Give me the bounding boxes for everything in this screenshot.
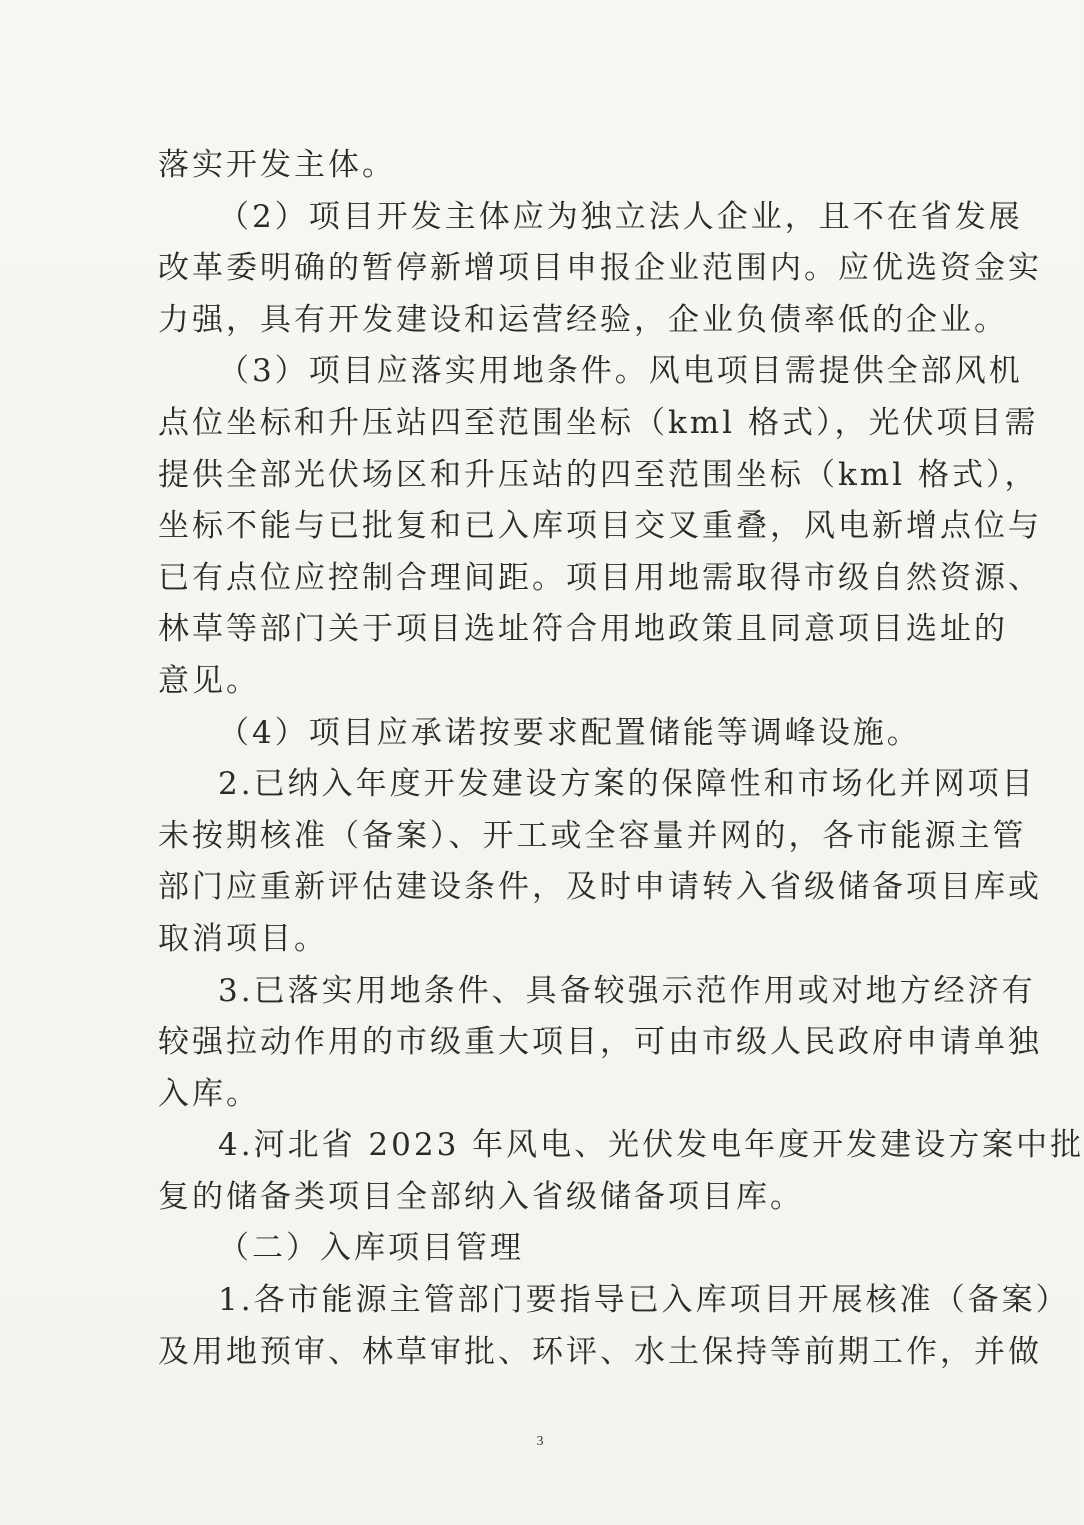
text-line: 点位坐标和升压站四至范围坐标（kml 格式），光伏项目需 xyxy=(158,404,1039,441)
text-line: 4.河北省 2023 年风电、光伏发电年度开发建设方案中批 xyxy=(218,1127,1084,1164)
text-line: 2.已纳入年度开发建设方案的保障性和市场化并网项目 xyxy=(218,766,1036,803)
text-line: 改革委明确的暂停新增项目申报企业范围内。应优选资金实 xyxy=(158,250,1042,287)
text-line: （4）项目应承诺按要求配置储能等调峰设施。 xyxy=(218,714,921,751)
page-number: 3 xyxy=(536,1434,544,1449)
text-line: 落实开发主体。 xyxy=(158,147,396,183)
text-line: 及用地预审、林草审批、环评、水土保持等前期工作，并做 xyxy=(158,1333,1042,1370)
text-line: 已有点位应控制合理间距。项目用地需取得市级自然资源、 xyxy=(158,559,1042,596)
text-line: 未按期核准（备案）、开工或全容量并网的，各市能源主管 xyxy=(158,817,1027,854)
text-line: 力强，具有开发建设和运营经验，企业负债率低的企业。 xyxy=(158,301,1008,338)
text-line: （2）项目开发主体应为独立法人企业，且不在省发展 xyxy=(218,198,1023,235)
document-body xyxy=(158,140,1084,1378)
text-line: 林草等部门关于项目选址符合用地政策且同意项目选址的 xyxy=(158,611,1008,648)
text-line: 入库。 xyxy=(158,1075,260,1112)
text-line: 意见。 xyxy=(158,662,260,699)
text-line: （3）项目应落实用地条件。风电项目需提供全部风机 xyxy=(218,353,1023,390)
text-line: 3.已落实用地条件、具备较强示范作用或对地方经济有 xyxy=(218,972,1036,1009)
text-line: 复的储备类项目全部纳入省级储备项目库。 xyxy=(158,1178,804,1215)
text-line: 较强拉动作用的市级重大项目，可由市级人民政府申请单独 xyxy=(158,1024,1042,1061)
text-line: 取消项目。 xyxy=(158,920,328,957)
section-heading: （二）入库项目管理 xyxy=(218,1230,524,1267)
text-line: 部门应重新评估建设条件，及时申请转入省级储备项目库或 xyxy=(158,869,1042,906)
text-line: 提供全部光伏场区和升压站的四至范围坐标（kml 格式）， xyxy=(158,456,1039,493)
text-line: 坐标不能与已批复和已入库项目交叉重叠，风电新增点位与 xyxy=(158,508,1042,545)
text-line: 1.各市能源主管部门要指导已入库项目开展核准（备案） xyxy=(218,1282,1070,1319)
